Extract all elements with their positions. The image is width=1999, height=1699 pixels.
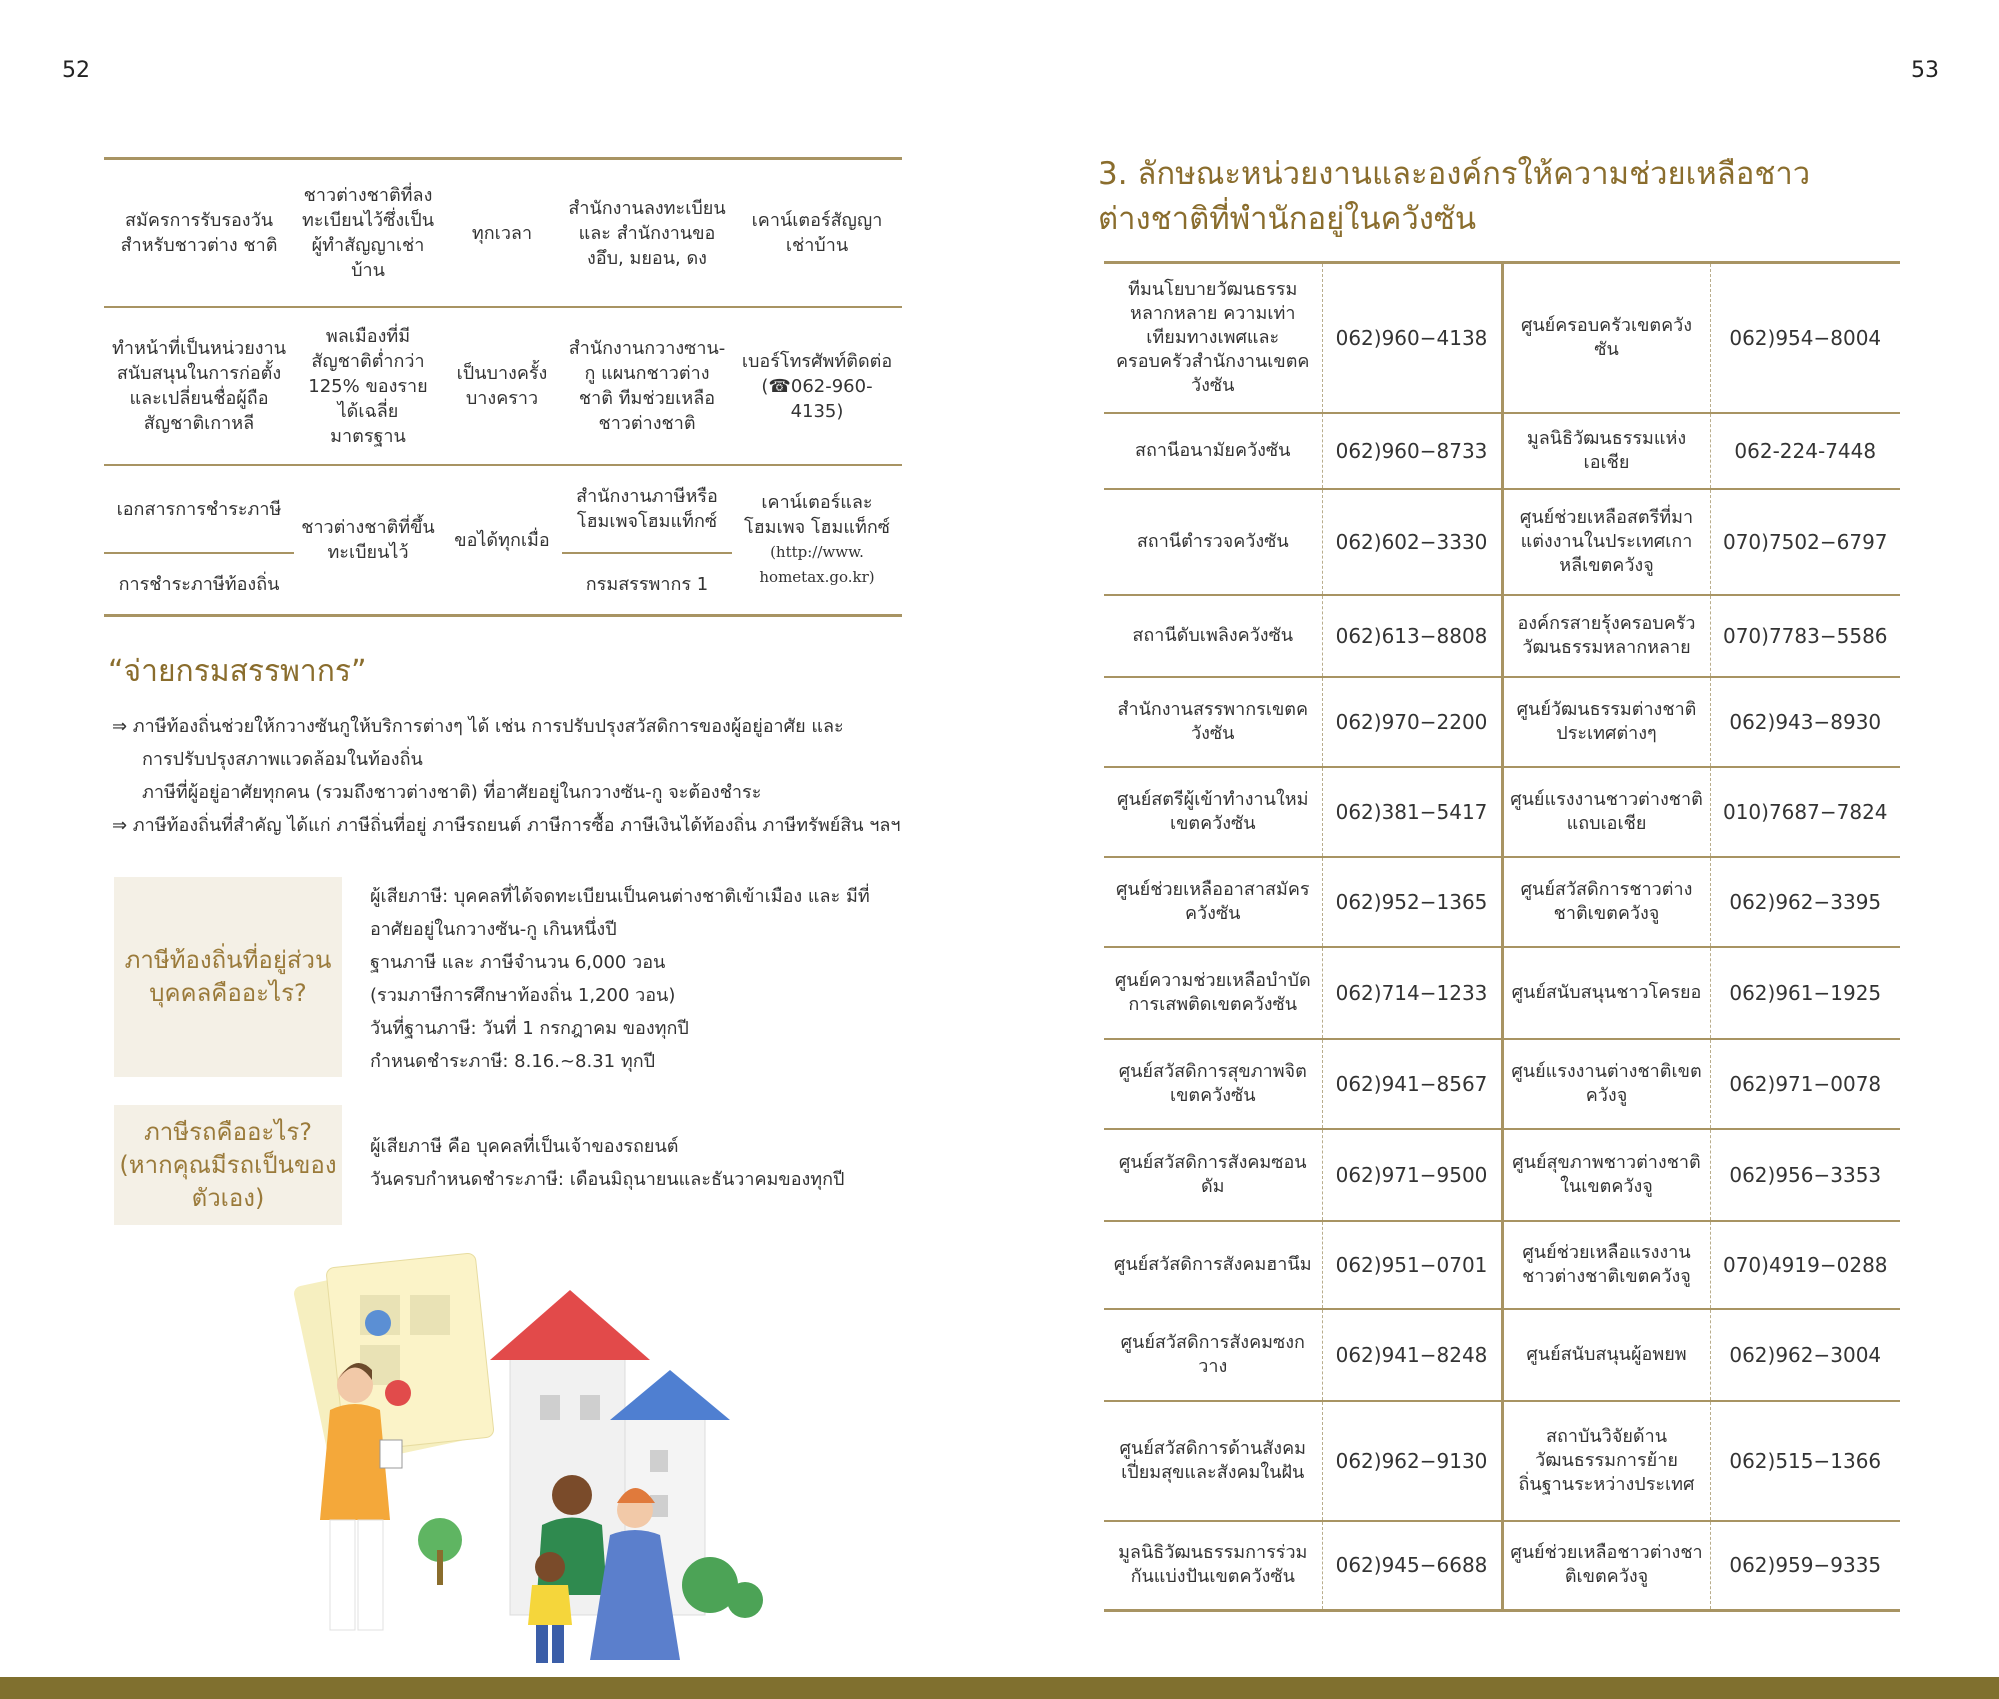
table-cell: ชาวต่างชาติที่ขึ้นทะเบียนไว้ xyxy=(301,517,435,563)
org-name: มูลนิธิวัฒนธรรมการร่วมกันแบ่งปันเขตควังซัน xyxy=(1104,1521,1322,1611)
detail-line: กำหนดชำระภาษี: 8.16.~8.31 ทุกปี xyxy=(370,1051,656,1072)
table-row xyxy=(1104,857,1900,947)
org-phone: 062)943−8930 xyxy=(1710,677,1900,767)
org-name: ศูนย์แรงงานชาวต่างชาติแถบเอเชีย xyxy=(1502,767,1710,857)
table-row xyxy=(1104,489,1900,595)
table-cell: ชาวต่างชาติที่ลงทะเบียนไว้ซึ่งเป็นผู้ทำสัญญาเช่าบ้าน xyxy=(294,159,442,308)
table-row xyxy=(1104,595,1900,677)
org-phone: 062)381−5417 xyxy=(1322,767,1502,857)
table-row xyxy=(1104,1039,1900,1129)
org-name: ศูนย์ความช่วยเหลือบำบัดการเสพติดเขตควังซัน xyxy=(1104,947,1322,1039)
bottom-bar xyxy=(0,1677,1999,1699)
table-cell: ทำหน้าที่เป็นหน่วยงานสนับสนุนในการก่อตั้งและเปลี่ยนชื่อผู้ถือสัญชาติเกาหลี xyxy=(104,307,294,465)
org-phone: 062)941−8567 xyxy=(1322,1039,1502,1129)
org-phone: 070)7783−5586 xyxy=(1710,595,1900,677)
org-phone: 062)971−9500 xyxy=(1322,1129,1502,1221)
org-phone: 062)515−1366 xyxy=(1710,1401,1900,1521)
org-name: ศูนย์สวัสดิการชาวต่างชาติเขตควังจู xyxy=(1502,857,1710,947)
table-row xyxy=(104,465,902,553)
page-number-left: 52 xyxy=(62,58,90,83)
org-name: สำนักงานสรรพากรเขตควังซัน xyxy=(1104,677,1322,767)
org-name: ศูนย์ช่วยเหลือชาวต่างชาติเขตควังจู xyxy=(1502,1521,1710,1611)
org-phone: 062)962−9130 xyxy=(1322,1401,1502,1521)
org-name: ศูนย์สตรีผู้เข้าทำงานใหม่เขตควังซัน xyxy=(1104,767,1322,857)
family-community-illustration xyxy=(280,1245,820,1670)
org-phone: 062)945−6688 xyxy=(1322,1521,1502,1611)
section-title: 3. ลักษณะหน่วยงานและองค์กรให้ความช่วยเหลือชาวต่างชาติที่พำนักอยู่ในควังซัน xyxy=(1098,156,1811,237)
counter-homepage-label: เคาน์เตอร์และโฮมเพจ โฮมแท็กซ์ xyxy=(744,492,890,538)
detail-line: วันครบกำหนดชำระภาษี: เดือนมิถุนายนและธันวาคมของทุกปี xyxy=(370,1169,845,1190)
table-cell: สำนักงานลงทะเบียนและ สำนักงานของอึบ, มยอน, ดง xyxy=(562,159,732,308)
org-name: ศูนย์ครอบครัวเขตควังซัน xyxy=(1502,263,1710,413)
table-row xyxy=(104,159,902,308)
table-cell: เอกสารการชำระภาษี xyxy=(104,465,294,553)
org-name: สถานีตำรวจควังซัน xyxy=(1104,489,1322,595)
org-phone: 062)960−4138 xyxy=(1322,263,1502,413)
org-phone: 062)962−3004 xyxy=(1710,1309,1900,1401)
table-row xyxy=(1104,947,1900,1039)
org-phone: 010)7687−7824 xyxy=(1710,767,1900,857)
org-name: ศูนย์สวัสดิการสุขภาพจิตเขตควังซัน xyxy=(1104,1039,1322,1129)
org-name: มูลนิธิวัฒนธรรมแห่งเอเชีย xyxy=(1502,413,1710,489)
org-name: ศูนย์สุขภาพชาวต่างชาติในเขตควังจู xyxy=(1502,1129,1710,1221)
table-row xyxy=(104,307,902,465)
org-phone: 062)961−1925 xyxy=(1710,947,1900,1039)
org-phone: 062)602−3330 xyxy=(1322,489,1502,595)
table-cell: เคาน์เตอร์สัญญาเช่าบ้าน xyxy=(732,159,902,308)
bullet-line: ⇒ ภาษีท้องถิ่นที่สำคัญ ได้แก่ ภาษีถิ่นที่อยู่ ภาษีรถยนต์ ภาษีการซื้อ ภาษีเงินได้ท้องถิ่น ภาษีทรัพย์สิน ฯลฯ xyxy=(112,815,901,836)
table-row xyxy=(1104,1401,1900,1521)
table-cell: การชำระภาษีท้องถิ่น xyxy=(118,573,280,595)
document-stack-icon xyxy=(293,1253,495,1469)
org-name: สถาบันวิจัยด้านวัฒนธรรมการย้ายถิ่นฐานระหว่างประเทศ xyxy=(1502,1401,1710,1521)
org-name: ศูนย์สวัสดิการสังคมฮานึม xyxy=(1104,1221,1322,1309)
org-phone: 062)714−1233 xyxy=(1322,947,1502,1039)
hometax-url: (http://www. hometax.go.kr) xyxy=(759,543,875,586)
org-phone: 062)962−3395 xyxy=(1710,857,1900,947)
table-cell: กรมสรรพากร 1 xyxy=(585,573,709,595)
table-cell: พลเมืองที่มีสัญชาติต่ำกว่า 125% ของรายได้เฉลี่ยมาตรฐาน xyxy=(294,307,442,465)
table-cell: ทุกเวลา xyxy=(442,159,562,308)
org-phone: 070)7502−6797 xyxy=(1710,489,1900,595)
table-cell: สำนักงานภาษีหรือโฮมเพจโฮมแท็กซ์ xyxy=(562,465,732,553)
org-name: สถานีอนามัยควังซัน xyxy=(1104,413,1322,489)
org-phone: 062-224-7448 xyxy=(1710,413,1900,489)
table-row xyxy=(1104,413,1900,489)
org-phone: 062)954−8004 xyxy=(1710,263,1900,413)
bullet-line: การปรับปรุงสภาพแวดล้อมในท้องถิ่น xyxy=(142,749,423,770)
table-cell: สำนักงานกวางซาน-กู แผนกชาวต่างชาติ ทีมช่วยเหลือชาวต่างชาติ xyxy=(562,307,732,465)
table-row xyxy=(1104,1521,1900,1611)
org-name: ศูนย์ช่วยเหลืออาสาสมัครควังซัน xyxy=(1104,857,1322,947)
org-phone: 062)960−8733 xyxy=(1322,413,1502,489)
org-name: ศูนย์สนับสนุนผู้อพยพ xyxy=(1502,1309,1710,1401)
table-row xyxy=(1104,1309,1900,1401)
tax-office-heading: “จ่ายกรมสรรพากร” xyxy=(108,654,367,689)
table-cell: ขอได้ทุกเมื่อ xyxy=(454,529,550,551)
support-organizations-table xyxy=(1104,261,1900,1612)
org-phone: 062)956−3353 xyxy=(1710,1129,1900,1221)
table-cell: เบอร์โทรศัพท์ติดต่อ (☎062-960-4135) xyxy=(732,307,902,465)
org-phone: 062)952−1365 xyxy=(1322,857,1502,947)
org-name: ศูนย์ช่วยเหลือสตรีที่มาแต่งงานในประเทศเกาหลีเขตควังจู xyxy=(1502,489,1710,595)
org-phone: 062)970−2200 xyxy=(1322,677,1502,767)
car-tax-question-box xyxy=(114,1105,342,1225)
org-phone: 062)941−8248 xyxy=(1322,1309,1502,1401)
resident-tax-question: ภาษีท้องถิ่นที่อยู่ส่วนบุคคลคืออะไร? xyxy=(124,946,332,1007)
org-name: ทีมนโยบายวัฒนธรรมหลากหลาย ความเท่าเทียมทางเพศและครอบครัวสำนักงานเขตควังซัน xyxy=(1104,263,1322,413)
org-phone: 062)951−0701 xyxy=(1322,1221,1502,1309)
detail-line: (รวมภาษีการศึกษาท้องถิ่น 1,200 วอน) xyxy=(370,985,676,1006)
org-phone: 070)4919−0288 xyxy=(1710,1221,1900,1309)
org-name: ศูนย์สนับสนุนชาวโครยอ xyxy=(1502,947,1710,1039)
table-row xyxy=(1104,263,1900,413)
org-name: ศูนย์ช่วยเหลือแรงงานชาวต่างชาติเขตควังจู xyxy=(1502,1221,1710,1309)
org-name: ศูนย์สวัสดิการด้านสังคมเปี่ยมสุขและสังคมในฝัน xyxy=(1104,1401,1322,1521)
table-row xyxy=(1104,677,1900,767)
detail-line: ฐานภาษี และ ภาษีจำนวน 6,000 วอน xyxy=(370,952,666,973)
car-tax-details xyxy=(370,1130,910,1196)
org-name: องค์กรสายรุ้งครอบครัววัฒนธรรมหลากหลาย xyxy=(1502,595,1710,677)
page-number-right: 53 xyxy=(1911,58,1939,83)
table-row xyxy=(1104,1129,1900,1221)
table-cell: สมัครการรับรองวันสำหรับชาวต่าง ชาติ xyxy=(104,159,294,308)
resident-tax-question-box xyxy=(114,877,342,1077)
table-cell: เป็นบางครั้งบางคราว xyxy=(442,307,562,465)
foreigner-services-table xyxy=(104,157,902,617)
table-row xyxy=(1104,767,1900,857)
local-tax-bullets xyxy=(112,710,932,842)
table-row xyxy=(1104,1221,1900,1309)
table-cell xyxy=(732,465,902,616)
bullet-line: ⇒ ภาษีท้องถิ่นช่วยให้กวางซันกูให้บริการต่างๆ ได้ เช่น การปรับปรุงสวัสดิการของผู้อยู่อาศัย และ xyxy=(112,716,844,737)
org-name: สถานีดับเพลิงควังซัน xyxy=(1104,595,1322,677)
org-name: ศูนย์วัฒนธรรมต่างชาติประเทศต่างๆ xyxy=(1502,677,1710,767)
org-name: ศูนย์สวัสดิการสังคมซอนดัม xyxy=(1104,1129,1322,1221)
org-name: ศูนย์แรงงานต่างชาติเขตควังจู xyxy=(1502,1039,1710,1129)
detail-line: ผู้เสียภาษี: บุคคลที่ได้จดทะเบียนเป็นคนต่างชาติเข้าเมือง และ มีที่อาศัยอยู่ในกวางซัน-กู เกินหนึ่งปี xyxy=(370,886,870,940)
org-phone: 062)971−0078 xyxy=(1710,1039,1900,1129)
detail-line: วันที่ฐานภาษี: วันที่ 1 กรกฎาคม ของทุกปี xyxy=(370,1018,689,1039)
bullet-line: ภาษีที่ผู้อยู่อาศัยทุกคน (รวมถึงชาวต่างชาติ) ที่อาศัยอยู่ในกวางซัน-กู จะต้องชำระ xyxy=(142,782,762,803)
org-phone: 062)959−9335 xyxy=(1710,1521,1900,1611)
org-phone: 062)613−8808 xyxy=(1322,595,1502,677)
org-name: ศูนย์สวัสดิการสังคมซงกวาง xyxy=(1104,1309,1322,1401)
resident-tax-details xyxy=(370,880,910,1078)
detail-line: ผู้เสียภาษี คือ บุคคลที่เป็นเจ้าของรถยนต์ xyxy=(370,1136,679,1157)
car-tax-question: ภาษีรถคืออะไร? (หากคุณมีรถเป็นของตัวเอง) xyxy=(119,1117,337,1212)
